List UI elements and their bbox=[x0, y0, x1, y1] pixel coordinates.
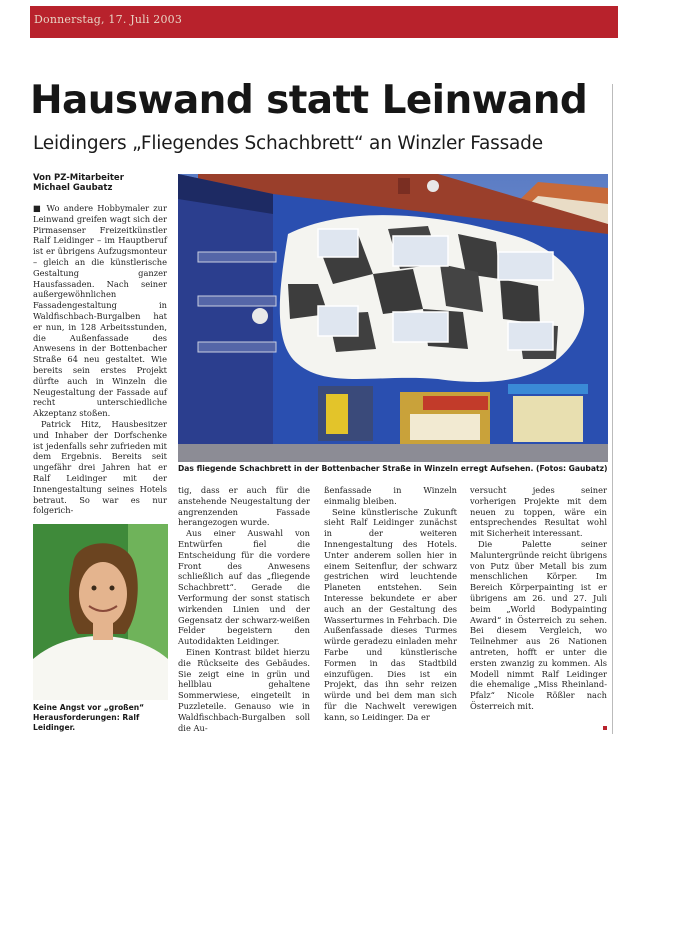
issue-date: Donnerstag, 17. Juli 2003 bbox=[34, 13, 183, 26]
byline-author: Michael Gaubatz bbox=[33, 183, 113, 193]
paragraph: ßenfassade in Winzeln einmalig bleiben. bbox=[324, 485, 457, 506]
headline: Hauswand statt Leinwand bbox=[30, 78, 588, 123]
paragraph: ■ Wo andere Hobbymaler zur Leinwand greifen wagt sich der Pirmasenser Freizeitkünstler Ralf Leidinger – im Hauptberuf ist er übrigens Aufzugsmonteur – gleich an die künstlerische Gestaltung ganzer Hausfassaden. Nach seiner außergewöhnlichen Fassadengestaltung in Waldfischbach-Burgalben hat er nun, in 128 Arbeitsstunden, die Außenfassade des Anwesens in der Bottenbacher Straße 64 neu gestaltet. Wie bereits sein erstes Projekt dürfte auch in Winzeln die Neugestaltung der Fassade auf recht unterschiedliche Akzeptanz stoßen. bbox=[33, 203, 167, 419]
paragraph: Die Palette seiner Maluntergründe reicht übrigens von Putz über Metall bis zum menschlichen Körper. Im Bereich Körperpainting ist er übrigens am 26. und 27. Juli beim „World Bodypainting Award“ in Österreich zu sehen. Bei diesem Vergleich, wo Teilnehmer aus 26 Nationen antreten, hofft er unter die ersten zwanzig zu kommen. Als Modell nimmt Ralf Leidinger die ehemalige „Miss Rheinland-Pfalz“ Nicole Rößler nach Österreich mit. bbox=[470, 538, 607, 711]
paragraph: Patrick Hitz, Hausbesitzer und Inhaber der Dorfschenke ist jedenfalls sehr zufrieden mit dem Ergebnis. Bereits seit ungefähr drei Jahren hat er Ralf Leidinger mit der Innengestaltung seines Hotels betraut. So war es nur folgerich- bbox=[33, 418, 167, 516]
text-column-2 bbox=[178, 485, 310, 733]
paragraph: tig, dass er auch für die anstehende Neugestaltung der angrenzenden Fassade herangezogen wurde. bbox=[178, 485, 310, 528]
paragraph: Seine künstlerische Zukunft sieht Ralf Leidinger zunächst in der weiteren Innengestaltung des Hotels. Unter anderem sollen hier in einem Seitenflur, der schwarz gestrichen wird leuchtende Planeten entstehen. Sein Interesse bekundete er aber auch an der Gestaltung des Wasserturmes in Fehrbach. Die Außenfassade dieses Turmes würde geradezu einladen mehr Farbe und künstlerische Formen in das Stadtbild einzufügen. Dies ist ein Projekt, das ihn sehr reizen würde und bei dem man sich für die Nachwelt verewigen kann, so Leidinger. Da er bbox=[324, 506, 457, 722]
facade-photo bbox=[178, 174, 608, 462]
end-marker bbox=[603, 726, 607, 730]
paragraph: Aus einer Auswahl von Entwürfen fiel die Entscheidung für die vordere Front des Anwesens schließlich auf das „fliegende Schachbrett“. Gerade die Verformung der sonst statisch wirkenden Linien und der Gegensatz der schwarz-weißen Felder begeistern den Autodidakten Leidinger. bbox=[178, 528, 310, 647]
byline bbox=[33, 173, 124, 193]
column-rule bbox=[612, 84, 613, 734]
subheadline: Leidingers „Fliegendes Schachbrett“ an Winzler Fassade bbox=[33, 133, 543, 154]
photo-caption: Das fliegende Schachbrett in der Bottenbacher Straße in Winzeln erregt Aufsehen. (Fotos: Gaubatz) bbox=[178, 464, 608, 473]
paragraph: Einen Kontrast bildet hierzu die Rückseite des Gebäudes. Sie zeigt eine in grün und hellblau gehaltene Sommerwiese, eingeteilt in Puzzleteile. Genauso wie in Waldfischbach-Burgalben soll die Au- bbox=[178, 646, 310, 733]
text-column-4 bbox=[470, 485, 607, 712]
portrait-caption: Keine Angst vor „großen“ Herausforderungen: Ralf Leidinger. bbox=[33, 703, 145, 732]
text-column-1 bbox=[33, 203, 167, 516]
text-column-3 bbox=[324, 485, 457, 723]
portrait-photo bbox=[33, 524, 168, 700]
paragraph: versucht jedes seiner vorherigen Projekte mit dem neuen zu toppen, wäre ein entsprechendes Resultat wohl mit Sicherheit interessant. bbox=[470, 485, 607, 539]
byline-role: Von PZ-Mitarbeiter bbox=[33, 173, 124, 183]
